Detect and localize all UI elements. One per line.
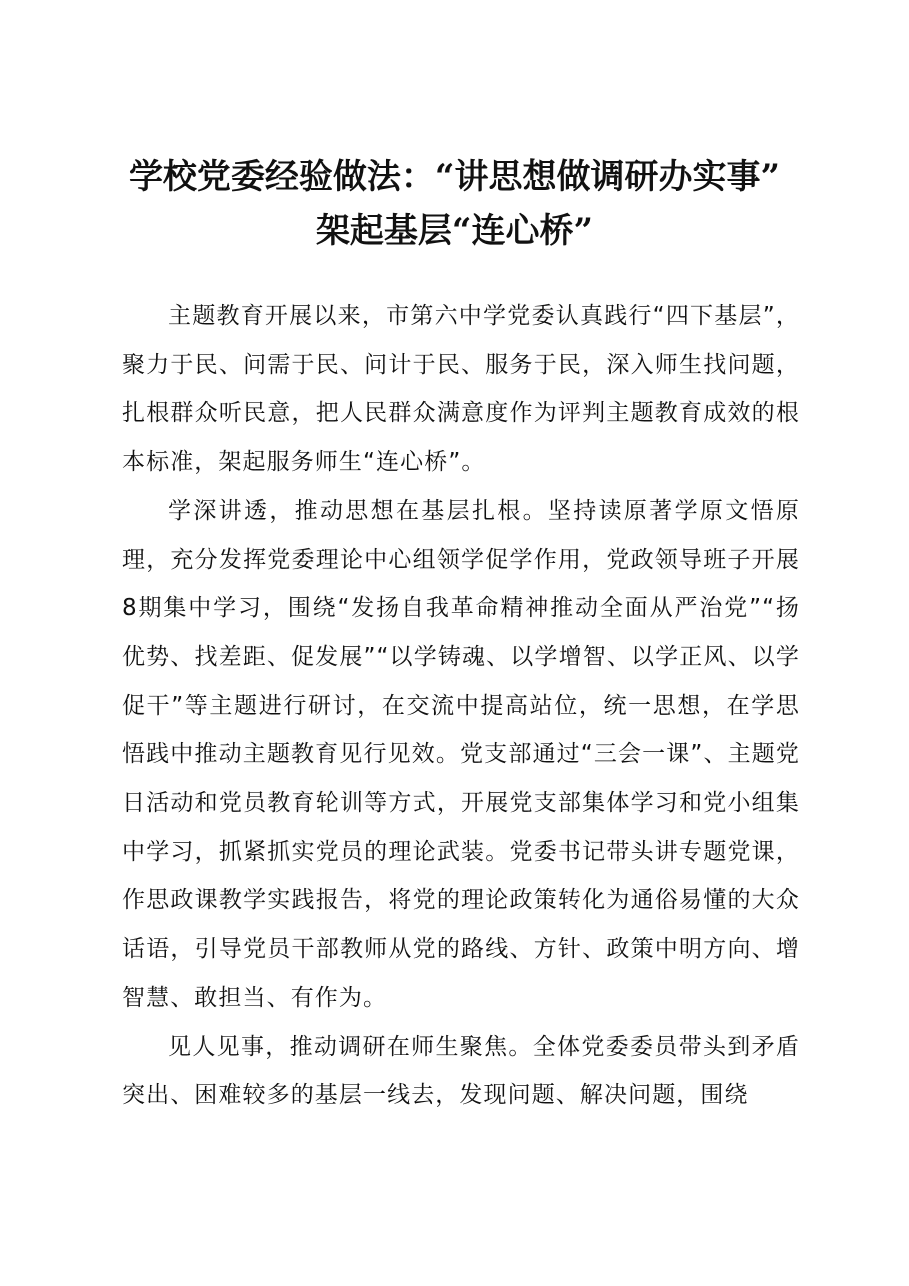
document-body	[122, 292, 800, 1120]
title-line-1: 学校党委经验做法：“讲思想做调研办实事”	[128, 157, 781, 197]
page-title	[100, 150, 809, 258]
paragraph-study: 学深讲透，推动思想在基层扎根。坚持读原著学原文悟原理，充分发挥党委理论中心组领学促学作用，党政领导班子开展8期集中学习，围绕“发扬自我革命精神推动全面从严治党”“扬优势、找差距、促发展”“以学铸魂、以学增智、以学正风、以学促干”等主题进行研讨，在交流中提高站位，统一思想，在学思悟践中推动主题教育见行见效。党支部通过“三会一课”、主题党日活动和党员教育轮训等方式，开展党支部集体学习和党小组集中学习，抓紧抓实党员的理论武装。党委书记带头讲专题党课，作思政课教学实践报告，将党的理论政策转化为通俗易懂的大众话语，引导党员干部教师从党的路线、方针、政策中明方向、增智慧、敢担当、有作为。	[122, 497, 800, 1011]
paragraph-intro: 主题教育开展以来，市第六中学党委认真践行“四下基层”，聚力于民、问需于民、问计于民、服务于民，深入师生找问题，扎根群众听民意，把人民群众满意度作为评判主题教育成效的根本标准，架起服务师生“连心桥”。	[122, 303, 800, 476]
title-line-2: 架起基层“连心桥”	[315, 211, 594, 251]
paragraph-research: 见人见事，推动调研在师生聚焦。全体党委委员带头到矛盾突出、困难较多的基层一线去，发现问题、解决问题，围绕	[122, 1033, 800, 1109]
